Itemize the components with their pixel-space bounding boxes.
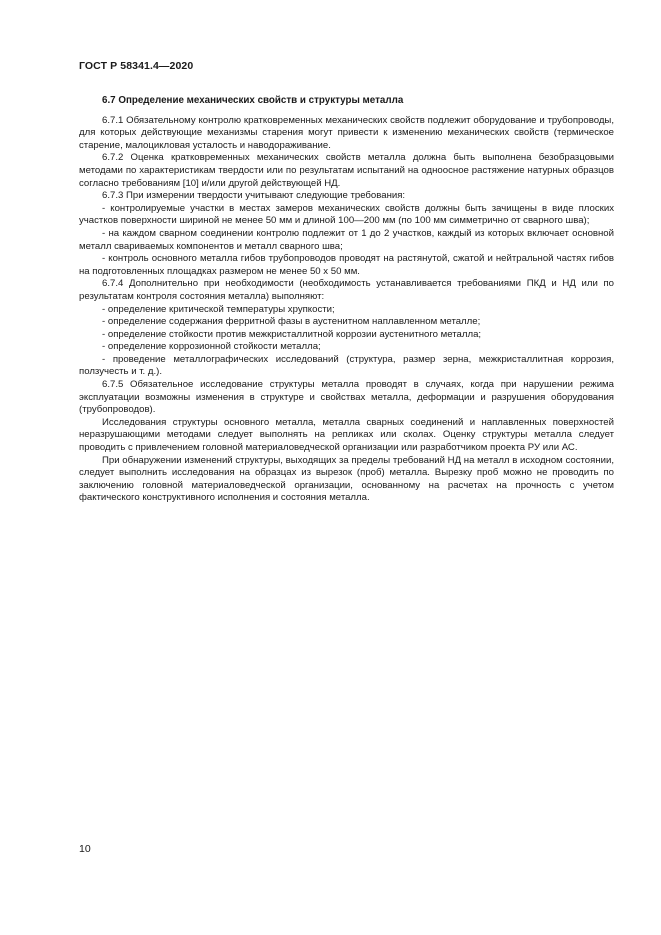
list-item: - на каждом сварном соединении контролю подлежит от 1 до 2 участков, каждый из которых включает основной металл свариваемых компонентов и металл сварного шва;: [79, 227, 614, 252]
list-item: - проведение металлографических исследований (структура, размер зерна, межкристаллитная коррозия, ползучесть и т. д.).: [79, 353, 614, 378]
paragraph: 6.7.5 Обязательное исследование структуры металла проводят в случаях, когда при нарушении режима эксплуатации возможны изменения в структуре и свойствах металла, деформации и разрушения оборудования (трубопроводов).: [79, 379, 614, 416]
paragraph: 6.7.3 При измерении твердости учитывают следующие требования:: [102, 190, 406, 202]
paragraph: При обнаружении изменений структуры, выходящих за пределы требований НД на металл в исходном состоянии, следует выполнить исследования на образцах из вырезок (проб) металла. Вырезку проб можно не проводить по заключению головной материаловедческой организации, основанному на расчетах на прочность с учетом фактического конструктивного исполнения и состояния металла.: [79, 454, 614, 504]
list-item: - определение содержания ферритной фазы в аустенитном наплавленном металле;: [102, 316, 481, 328]
paragraph: 6.7.4 Дополнительно при необходимости (необходимость устанавливается требованиями ПКД и НД или по результатам контроля состояния металла) выполняют:: [79, 278, 614, 302]
list-item: - контроль основного металла гибов трубопроводов проводят на растянутой, сжатой и нейтральной частях гибов на подготовленных площадках размером не менее 50 х 50 мм.: [79, 253, 614, 277]
paragraph: 6.7.1 Обязательному контролю кратковременных механических свойств подлежит оборудование и трубопроводы, для которых действующие механизмы старения могут привести к изменению механических свойств (термическое старение, малоцикловая усталость и наводораживание.: [79, 114, 614, 151]
list-item: - контролируемые участки в местах замеров механических свойств должны быть зачищены в виде плоских участков поверхности шириной не менее 50 мм и длиной 100—200 мм (по 100 мм симметрично от сварного шва);: [79, 202, 614, 227]
page-number: 10: [79, 843, 91, 855]
paragraph: 6.7.2 Оценка кратковременных механических свойств металла должна быть выполнена безобразцовыми методами по характеристикам твердости или по результатам испытаний на одноосное растяжение натурных образцов согласно требованиям [10] и/или другой действующей НД.: [79, 152, 614, 189]
document-header: ГОСТ Р 58341.4—2020: [79, 60, 194, 72]
list-item: - определение критической температуры хрупкости;: [102, 303, 335, 315]
list-item: - определение стойкости против межкристаллитной коррозии аустенитного металла;: [102, 328, 482, 340]
section-title: 6.7 Определение механических свойств и структуры металла: [102, 95, 404, 106]
paragraph: Исследования структуры основного металла, металла сварных соединений и наплавленных поверхностей неразрушающими методами следует выполнять на репликах или сколах. Оценку структуры металла следует проводить с привлечением головной материаловедческой организации или разработчиком проекта РУ или АС.: [79, 416, 614, 454]
document-body: [79, 95, 614, 505]
list-item: - определение коррозионной стойкости металла;: [102, 341, 321, 353]
